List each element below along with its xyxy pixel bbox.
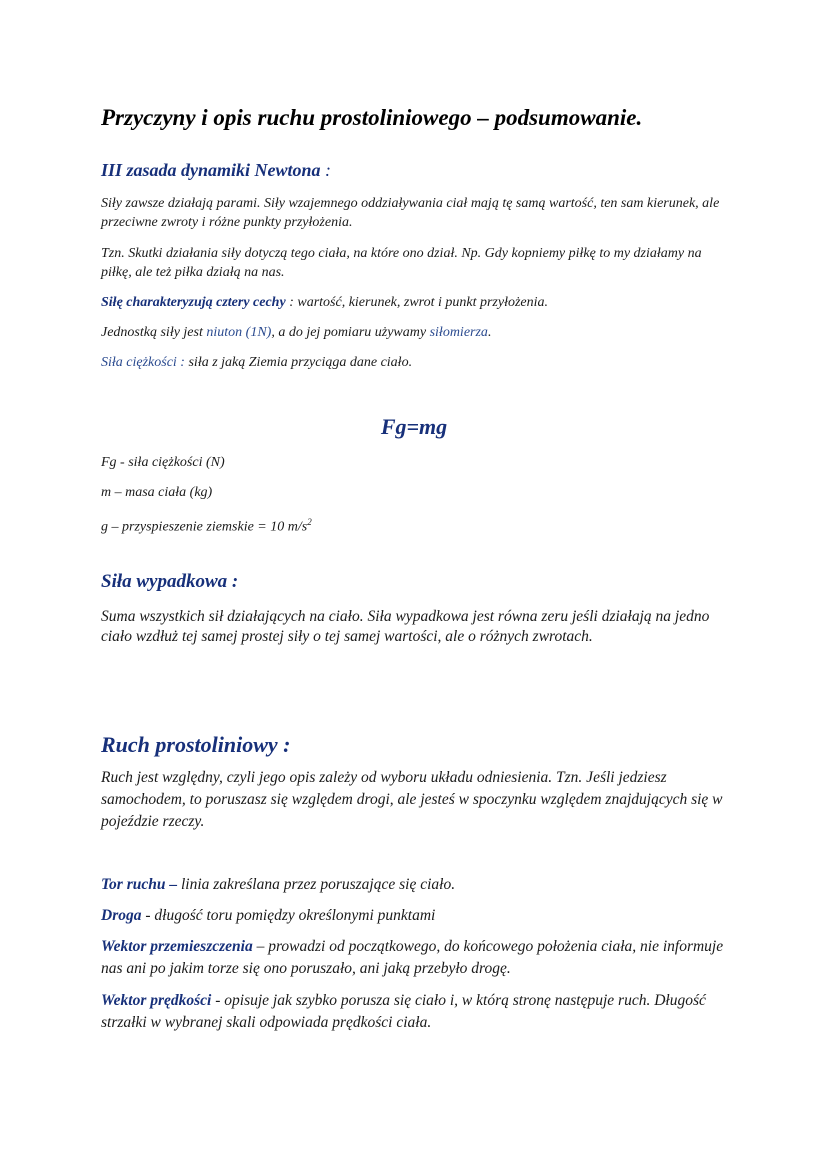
force-unit xyxy=(101,323,731,342)
page-title: Przyczyny i opis ruchu prostoliniowego – podsumowanie. xyxy=(101,105,643,130)
motion-heading: Ruch prostoliniowy : xyxy=(101,732,291,757)
formula-def-g-text: g – przyspieszenie ziemskie = 10 m/s xyxy=(101,519,308,535)
term-definition: linia zakreślana przez poruszające się ciało. xyxy=(177,876,456,893)
force-features-text: : wartość, kierunek, zwrot i punkt przyłożenia. xyxy=(285,295,549,310)
dynamometer-term: siłomierza xyxy=(429,325,488,340)
newton-paragraph-1: Siły zawsze działają parami. Siły wzajemnego oddziaływania ciał mają tę samą wartość, ten sam kierunek, ale przeciwne zwroty i różne punkty przyłożenia. xyxy=(101,196,720,230)
formula-def-g xyxy=(101,513,731,537)
newton-heading-suffix: : xyxy=(320,160,332,180)
force-unit-text-b: , a do jej pomiaru używamy xyxy=(271,325,430,340)
motion-text: Ruch jest względny, czyli jego opis zależy od wyboru układu odniesienia. Tzn. Jeśli jedziesz samochodem, to poruszasz się względem drogi, ale jesteś w spoczynku względem znajdujących się w pojeździe rzeczy. xyxy=(101,769,723,830)
formula-def-fg: Fg - siła ciężkości (N) xyxy=(101,455,225,470)
term-label: Wektor przemieszczenia xyxy=(101,938,253,955)
newton-paragraph-2: Tzn. Skutki działania siły dotyczą tego ciała, na które ono dział. Np. Gdy kopniemy piłkę to my działamy na piłkę, ale też piłka działą na nas. xyxy=(101,246,702,280)
term-distance xyxy=(101,905,731,927)
term-definition: - długość toru pomiędzy określonymi punktami xyxy=(141,907,436,924)
term-label: Droga xyxy=(101,907,142,924)
newton-heading-text: III zasada dynamiki Newtona xyxy=(101,160,321,180)
gravity-formula: Fg=mg xyxy=(380,414,448,439)
gravity-text: siła z jaką Ziemia przyciąga dane ciało. xyxy=(184,355,413,370)
force-unit-text-c: . xyxy=(487,325,492,340)
formula-exponent: 2 xyxy=(307,517,312,527)
gravity-term: Siła ciężkości : xyxy=(101,355,185,370)
force-features-term: Siłę charakteryzują cztery cechy xyxy=(101,295,286,310)
term-definition: - opisuje jak szybko porusza się ciało i, w którą stronę następuje ruch. Długość strzałki w wybranej skali odpowiada prędkości ciała. xyxy=(101,992,706,1031)
force-features xyxy=(101,293,731,312)
formula-def-m: m – masa ciała (kg) xyxy=(101,485,213,500)
resultant-heading: Siła wypadkowa : xyxy=(101,571,239,592)
newton-unit-term: niuton (1N) xyxy=(206,325,272,340)
term-definition: – prowadzi od początkowego, do końcowego położenia ciała, nie informuje nas ani po jakim torze się ono poruszało, ani jaką przebyło drogę. xyxy=(101,938,724,977)
force-unit-text-a: Jednostką siły jest xyxy=(101,325,207,340)
resultant-text: Suma wszystkich sił działających na ciało. Siła wypadkowa jest równa zeru jeśli działają na jedno ciało wzdłuż tej samej prostej siły o tej samej wartości, ale o różnych zwrotach. xyxy=(101,608,710,645)
newton-heading xyxy=(101,160,731,181)
term-displacement xyxy=(101,936,741,980)
term-velocity xyxy=(101,990,741,1034)
term-label: Wektor prędkości xyxy=(101,992,212,1009)
term-trajectory xyxy=(101,874,731,896)
term-label: Tor ruchu – xyxy=(101,876,178,893)
gravity-definition xyxy=(101,353,731,372)
